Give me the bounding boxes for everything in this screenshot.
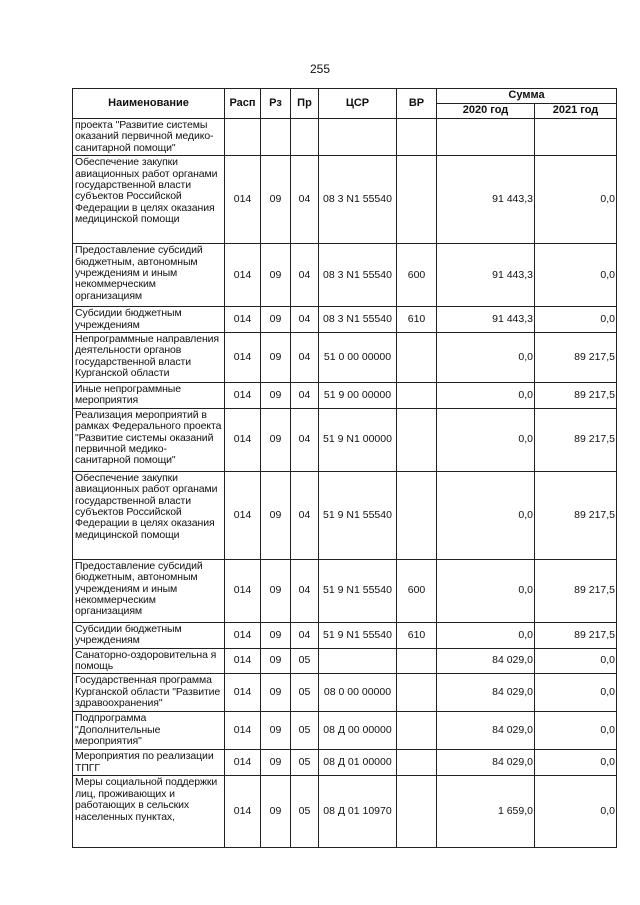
row-pr: 05 [291, 674, 319, 712]
row-2020: 0,0 [437, 383, 535, 409]
table-row [73, 383, 617, 409]
row-csr: 51 9 N1 55540 [319, 622, 397, 648]
row-name: Субсидии бюджетным учреждениям [73, 622, 225, 648]
table-row [73, 244, 617, 307]
row-name: Меры социальной поддержки лиц, проживающих и работающих в сельских населенных пунктах, [73, 776, 225, 848]
row-csr: 08 3 N1 55540 [319, 244, 397, 307]
row-rz: 09 [261, 622, 291, 648]
row-pr: 04 [291, 244, 319, 307]
header-pr: Пр [291, 89, 319, 119]
table-row [73, 674, 617, 712]
row-csr: 51 9 N1 55540 [319, 471, 397, 559]
row-name: Обеспечение закупки авиационных работ органами государственной власти субъектов Российской Федерации в целях оказания медицинской помощи [73, 471, 225, 559]
row-csr: 08 Д 01 10970 [319, 776, 397, 848]
row-rasp: 014 [225, 333, 261, 383]
row-2020: 0,0 [437, 408, 535, 471]
row-name: проекта "Развитие системы оказаний первичной медико-санитарной помощи" [73, 119, 225, 156]
header-name: Наименование [73, 89, 225, 119]
row-2020: 91 443,3 [437, 244, 535, 307]
row-rasp: 014 [225, 307, 261, 333]
header-row [73, 89, 617, 104]
row-rz: 09 [261, 559, 291, 622]
row-2021: 0,0 [535, 648, 617, 674]
row-2021: 89 217,5 [535, 333, 617, 383]
row-name: Санаторно-оздоровительна я помощь [73, 648, 225, 674]
header-rasp: Расп [225, 89, 261, 119]
row-csr: 08 0 00 00000 [319, 674, 397, 712]
row-2021: 0,0 [535, 244, 617, 307]
table-row [73, 712, 617, 750]
row-vr: 600 [397, 559, 437, 622]
row-rz: 09 [261, 750, 291, 776]
row-2021: 0,0 [535, 674, 617, 712]
row-rz: 09 [261, 408, 291, 471]
header-vr: ВР [397, 89, 437, 119]
table-row [73, 648, 617, 674]
row-2020: 91 443,3 [437, 156, 535, 244]
row-vr [397, 408, 437, 471]
row-name: Мероприятия по реализации ТПГГ [73, 750, 225, 776]
budget-table [72, 88, 617, 848]
row-pr: 04 [291, 156, 319, 244]
row-vr [397, 648, 437, 674]
row-name: Обеспечение закупки авиационных работ органами государственной власти субъектов Российской Федерации в целях оказания медицинской помощи [73, 156, 225, 244]
row-2020: 1 659,0 [437, 776, 535, 848]
row-rasp: 014 [225, 408, 261, 471]
row-csr: 08 3 N1 55540 [319, 307, 397, 333]
row-rasp: 014 [225, 383, 261, 409]
row-pr: 05 [291, 776, 319, 848]
row-rz: 09 [261, 333, 291, 383]
row-csr: 51 9 N1 55540 [319, 559, 397, 622]
row-pr: 05 [291, 750, 319, 776]
row-rasp: 014 [225, 156, 261, 244]
row-rz: 09 [261, 383, 291, 409]
row-vr [397, 674, 437, 712]
row-2020: 84 029,0 [437, 648, 535, 674]
table-row [73, 776, 617, 848]
table-row [73, 471, 617, 559]
row-rz: 09 [261, 674, 291, 712]
row-vr [397, 333, 437, 383]
row-rz: 09 [261, 712, 291, 750]
row-2021: 89 217,5 [535, 559, 617, 622]
table-row [73, 559, 617, 622]
table-row [73, 333, 617, 383]
row-2020: 0,0 [437, 622, 535, 648]
row-pr: 04 [291, 471, 319, 559]
row-pr: 04 [291, 333, 319, 383]
row-2020 [437, 119, 535, 156]
row-rasp: 014 [225, 622, 261, 648]
row-vr [397, 383, 437, 409]
row-2020: 84 029,0 [437, 674, 535, 712]
row-name: Субсидии бюджетным учреждениям [73, 307, 225, 333]
row-vr [397, 750, 437, 776]
row-name: Реализация мероприятий в рамках Федерального проекта "Развитие системы оказаний первичной медико-санитарной помощи" [73, 408, 225, 471]
row-name: Иные непрограммные мероприятия [73, 383, 225, 409]
row-vr: 610 [397, 307, 437, 333]
row-csr [319, 119, 397, 156]
row-vr [397, 471, 437, 559]
row-2021: 0,0 [535, 750, 617, 776]
row-rz: 09 [261, 648, 291, 674]
row-rasp: 014 [225, 674, 261, 712]
row-rz: 09 [261, 156, 291, 244]
row-pr: 04 [291, 559, 319, 622]
row-2021: 89 217,5 [535, 471, 617, 559]
row-vr [397, 156, 437, 244]
row-csr: 08 3 N1 55540 [319, 156, 397, 244]
row-rz: 09 [261, 776, 291, 848]
header-sum: Сумма [437, 89, 617, 104]
row-2021: 0,0 [535, 712, 617, 750]
row-2020: 91 443,3 [437, 307, 535, 333]
row-vr [397, 776, 437, 848]
row-name: Подпрограмма "Дополнительные мероприятия" [73, 712, 225, 750]
row-pr: 05 [291, 648, 319, 674]
table-row [73, 408, 617, 471]
table-row [73, 119, 617, 156]
row-pr: 04 [291, 383, 319, 409]
row-csr: 51 9 00 00000 [319, 383, 397, 409]
row-2021: 89 217,5 [535, 408, 617, 471]
header-csr: ЦСР [319, 89, 397, 119]
row-vr [397, 712, 437, 750]
row-name: Предоставление субсидий бюджетным, автономным учреждениям и иным некоммерческим организациям [73, 559, 225, 622]
row-2021 [535, 119, 617, 156]
row-rz: 09 [261, 307, 291, 333]
row-2021: 0,0 [535, 307, 617, 333]
row-rasp: 014 [225, 776, 261, 848]
row-rz: 09 [261, 471, 291, 559]
row-csr: 08 Д 01 00000 [319, 750, 397, 776]
row-csr: 51 9 N1 00000 [319, 408, 397, 471]
row-pr [291, 119, 319, 156]
header-2021: 2021 год [535, 104, 617, 119]
row-csr: 08 Д 00 00000 [319, 712, 397, 750]
row-csr: 51 0 00 00000 [319, 333, 397, 383]
table-row [73, 156, 617, 244]
header-rz: Рз [261, 89, 291, 119]
row-2021: 0,0 [535, 776, 617, 848]
row-pr: 04 [291, 408, 319, 471]
row-name: Непрограммные направления деятельности органов государственной власти Курганской области [73, 333, 225, 383]
row-csr [319, 648, 397, 674]
row-vr: 600 [397, 244, 437, 307]
row-2020: 0,0 [437, 559, 535, 622]
row-rasp: 014 [225, 648, 261, 674]
row-pr: 05 [291, 712, 319, 750]
row-vr [397, 119, 437, 156]
row-2020: 0,0 [437, 471, 535, 559]
table-row [73, 750, 617, 776]
table-row [73, 307, 617, 333]
row-rasp [225, 119, 261, 156]
row-rz: 09 [261, 244, 291, 307]
row-vr: 610 [397, 622, 437, 648]
header-2020: 2020 год [437, 104, 535, 119]
row-2021: 89 217,5 [535, 622, 617, 648]
row-rasp: 014 [225, 712, 261, 750]
row-name: Государственная программа Курганской области "Развитие здравоохранения" [73, 674, 225, 712]
row-2021: 0,0 [535, 156, 617, 244]
row-rasp: 014 [225, 750, 261, 776]
row-rasp: 014 [225, 471, 261, 559]
row-2020: 84 029,0 [437, 712, 535, 750]
row-rasp: 014 [225, 244, 261, 307]
row-2021: 89 217,5 [535, 383, 617, 409]
row-rasp: 014 [225, 559, 261, 622]
row-name: Предоставление субсидий бюджетным, автономным учреждениям и иным некоммерческим организациям [73, 244, 225, 307]
row-rz [261, 119, 291, 156]
row-pr: 04 [291, 622, 319, 648]
table-row [73, 622, 617, 648]
row-pr: 04 [291, 307, 319, 333]
row-2020: 84 029,0 [437, 750, 535, 776]
page-number: 255 [309, 62, 331, 76]
row-2020: 0,0 [437, 333, 535, 383]
